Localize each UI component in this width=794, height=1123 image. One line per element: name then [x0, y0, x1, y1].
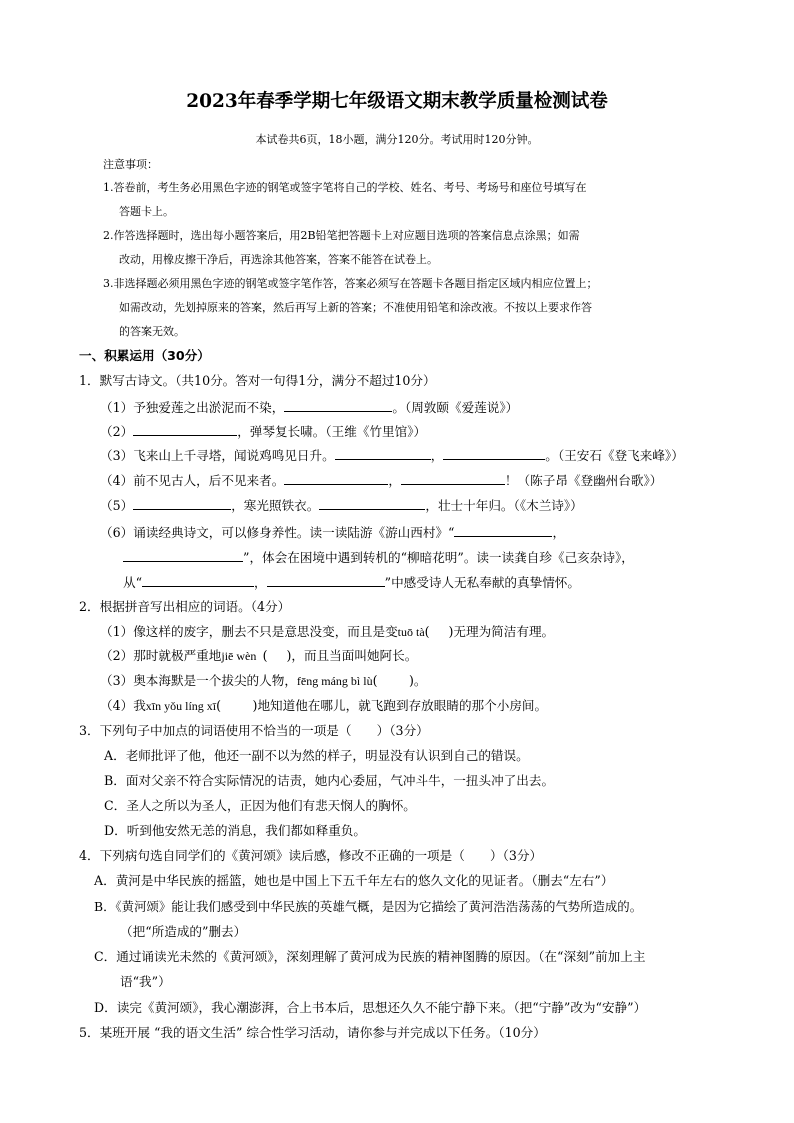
- q3-stem-text: 3．下列句子中加点的词语使用不恰当的一项是（: [79, 723, 352, 738]
- answer-blank[interactable]: [142, 573, 254, 587]
- q3-option-c[interactable]: C．圣人之所以为圣人，正因为他们有悲天悯人的胸怀。: [104, 798, 416, 813]
- q1-sub6-line2: [123, 548, 634, 566]
- q2-sub3: [100, 673, 426, 689]
- q1-sub5-number: （5）: [100, 498, 134, 513]
- q1-sub5-source: ，壮士十年归。（《木兰诗》）: [425, 498, 583, 513]
- comma: ，: [430, 448, 444, 463]
- q1-sub1-text: （1）予独爱莲之出淤泥而不染，: [100, 400, 285, 415]
- q1-sub4: [100, 471, 662, 489]
- q1-sub3-text: （3）飞来山上千寻塔，闻说鸡鸣见日升。: [100, 448, 335, 463]
- answer-paren[interactable]: ( ): [372, 673, 414, 688]
- answer-blank[interactable]: [133, 496, 231, 510]
- q4-stem: [79, 848, 542, 864]
- q1-sub5: [100, 496, 583, 514]
- answer-blank[interactable]: [133, 422, 237, 436]
- comma: ，: [254, 575, 267, 590]
- exam-info: 本试卷共6页，18小题，满分120分。考试用时120分钟。: [255, 133, 539, 146]
- answer-blank[interactable]: [267, 573, 385, 587]
- answer-blank[interactable]: [454, 523, 552, 537]
- answer-blank[interactable]: [123, 548, 243, 562]
- note-3-line-3: 的答案无效。: [119, 325, 185, 338]
- q4-stem-score: ）（3分）: [490, 848, 543, 863]
- q1-sub6-text-3: ”中感受诗人无私奉献的真挚情怀。: [384, 575, 580, 590]
- q2-sub4: [100, 698, 547, 714]
- q2-sub3-text: （3）奥本海默是一个拔尖的人物，: [100, 673, 297, 688]
- q2-sub4-text: （4）我: [100, 698, 146, 713]
- comma: ，: [388, 473, 401, 488]
- q1-sub4-source: ！（陈子昂《登幽州台歌》）: [504, 473, 663, 488]
- notes-heading: 注意事项：: [103, 158, 158, 171]
- q1-sub1-source: 。（周敦颐《爱莲说》）: [392, 400, 519, 415]
- q4-option-a[interactable]: A．黄河是中华民族的摇篮，她也是中国上下五千年左右的悠久文化的见证者。（删去“左右”）: [94, 873, 614, 888]
- q1-sub6-line3: [123, 573, 580, 591]
- q1-sub6-line1: [100, 523, 565, 541]
- q2-sub4-text-2: 地知道他在哪儿，就飞跑到存放眼睛的那个小房间。: [257, 698, 548, 713]
- q2-stem: 2．根据拼音写出相应的词语。（4分）: [79, 599, 291, 614]
- q5-stem: 5．某班开展 “我的语文生活” 综合性学习活动，请你参与并完成以下任务。（10分）: [79, 1025, 546, 1040]
- q1-sub2: [100, 422, 426, 440]
- note-2-line-1: 2.作答选择题时，选出每小题答案后，用2B铅笔把答题卡上对应题目选项的答案信息点涂黑；如需: [103, 229, 580, 242]
- q2-sub2-text: （2）那时就极严重地: [100, 648, 222, 663]
- comma: ，: [552, 525, 566, 540]
- answer-blank[interactable]: [284, 471, 388, 485]
- q2-sub1-text-2: 无理为简洁有理。: [453, 624, 555, 639]
- q2-sub2-text-2: ，而且当面叫她阿长。: [291, 648, 418, 663]
- q1-sub3-source: 。（王安石《登飞来峰》）: [545, 448, 684, 463]
- q4-option-c[interactable]: C．通过诵读光未然的《黄河颂》，深刻理解了黄河成为民族的精神图腾的原因。（在“深刻”前加上主: [94, 949, 646, 964]
- answer-blank[interactable]: [319, 496, 425, 510]
- q2-sub1-text: （1）像这样的废字，删去不只是意思没变，而且是变: [100, 624, 398, 639]
- note-1-line-2: 答题卡上。: [119, 205, 174, 218]
- note-3-line-1: 3.非选择题必须用黑色字迹的钢笔或签字笔作答，答案必须写在答题卡各题目指定区域内相应位置上；: [103, 277, 598, 290]
- q3-stem-score: ）（3分）: [376, 723, 429, 738]
- q3-option-b[interactable]: B．面对父亲不符合实际情况的诘责，她内心委屈，气冲斗牛，一扭头冲了出去。: [104, 773, 555, 788]
- note-2-line-2: 改动，用橡皮擦干净后，再选涂其他答案，答案不能答在试卷上。: [119, 253, 438, 266]
- q1-sub2-text: ，弹琴复长啸。（王维《竹里馆》）: [237, 424, 427, 439]
- q1-stem: 1．默写古诗文。（共10分。答对一句得1分，满分不超过10分）: [79, 373, 436, 388]
- q4-option-c-note: 语“我”）: [120, 974, 171, 989]
- answer-paren[interactable]: ( ): [256, 648, 292, 663]
- answer-blank[interactable]: [443, 446, 545, 460]
- answer-paren[interactable]: ( ): [216, 698, 258, 713]
- period: 。: [413, 673, 427, 688]
- q4-option-b-note: （把“所造成的”删去）: [120, 924, 247, 939]
- q1-sub2-number: （2）: [100, 424, 134, 439]
- note-1-line-1: 1.答卷前，考生务必用黑色字迹的钢笔或签字笔将自己的学校、姓名、考号、考场号和座位号填写在: [103, 181, 587, 194]
- q1-sub3: [100, 446, 684, 464]
- pinyin: jiē wèn: [221, 649, 257, 663]
- answer-paren[interactable]: ( ): [424, 624, 454, 639]
- q4-option-b[interactable]: B．《黄河颂》能让我们感受到中华民族的英雄气概，是因为它描绘了黄河浩浩荡荡的气势所造成的。: [94, 899, 643, 914]
- q1-sub4-text: （4）前不见古人，后不见来者。: [100, 473, 285, 488]
- q1-sub6-text-2: ”，体会在困境中遇到转机的“柳暗花明”。读一读龚自珍《己亥杂诗》，: [243, 550, 634, 565]
- q1-sub1: [100, 398, 518, 416]
- answer-paren[interactable]: [465, 848, 490, 864]
- page-title: 2023年春季学期七年级语文期末教学质量检测试卷: [186, 91, 608, 112]
- q1-sub6-text: （6）诵读经典诗文，可以修身养性。读一读陆游《游山西村》“: [100, 525, 455, 540]
- q3-option-d[interactable]: D．听到他安然无恙的消息，我们都如释重负。: [104, 823, 366, 838]
- q4-stem-text: 4．下列病句选自同学们的《黄河颂》读后感，修改不正确的一项是（: [79, 848, 465, 863]
- answer-blank[interactable]: [401, 471, 505, 485]
- q1-sub6-from: 从“: [123, 575, 143, 590]
- note-3-line-2: 如需改动，先划掉原来的答案，然后再写上新的答案；不准使用铅笔和涂改液。不按以上要求作答: [119, 301, 592, 314]
- pinyin: xīn yǒu líng xī: [145, 699, 217, 713]
- pinyin: tuō tà: [397, 625, 425, 639]
- answer-blank[interactable]: [284, 398, 392, 412]
- q2-sub1: [100, 624, 554, 640]
- answer-paren[interactable]: [351, 723, 376, 739]
- section-heading: 一、积累运用（30分）: [79, 348, 210, 363]
- q3-option-a[interactable]: A．老师批评了他，他还一副不以为然的样子，明显没有认识到自己的错误。: [104, 748, 529, 763]
- q1-sub5-text: ，寒光照铁衣。: [231, 498, 320, 513]
- q2-sub2: [100, 648, 417, 664]
- pinyin: fēng máng bì lù: [296, 674, 373, 688]
- q3-stem: [79, 723, 429, 739]
- q4-option-d[interactable]: D．读完《黄河颂》，我心潮澎湃，合上书本后，思想还久久不能宁静下来。（把“宁静”改为“安静”）: [94, 1000, 647, 1015]
- answer-blank[interactable]: [335, 446, 431, 460]
